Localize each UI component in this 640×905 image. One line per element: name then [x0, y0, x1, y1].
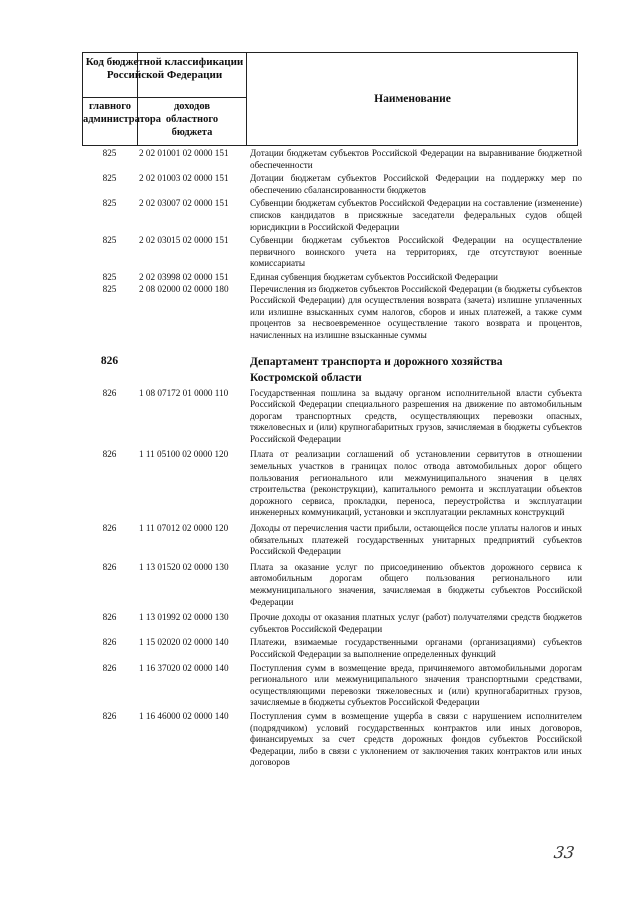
income-code: 1 16 46000 02 0000 140 [139, 710, 229, 721]
admin-code: 825 [102, 271, 117, 282]
page-number: 33 [552, 843, 576, 862]
table-row [82, 663, 582, 709]
header-divider [83, 97, 246, 98]
income-name: Субвенции бюджетам субъектов Российской Федерации на осуществление первичного воинского учета на территориях, где отсутствуют военные комиссариаты [250, 235, 582, 269]
admin-code: 826 [102, 612, 117, 623]
income-code: 2 02 01001 02 0000 151 [139, 148, 229, 158]
admin-code: 826 [102, 561, 117, 572]
income-name: Единая субвенция бюджетам субъектов Российской Федерации [250, 271, 498, 282]
department-title-line: Департамент транспорта и дорожного хозяйства [250, 355, 503, 368]
income-name: Прочие доходы от оказания платных услуг (работ) получателями средств бюджетов субъектов Российской Федерации [250, 612, 582, 634]
header-col-name: Наименование [374, 93, 451, 105]
income-code: 2 02 01003 02 0000 151 [139, 173, 229, 184]
income-code: 1 13 01992 02 0000 130 [139, 612, 229, 623]
income-code: 1 08 07172 01 0000 110 [139, 387, 229, 398]
table-row [82, 198, 582, 233]
income-name: Дотации бюджетам субъектов Российской Федерации на поддержку мер по обеспечению сбалансированности бюджетов [250, 173, 582, 195]
admin-code: 826 [102, 662, 117, 673]
admin-code: 825 [102, 283, 117, 294]
income-code: 1 11 07012 02 0000 120 [139, 523, 229, 534]
table-row [82, 272, 582, 284]
income-name: Субвенции бюджетам субъектов Российской Федерации на составление (изменение) списков кандидатов в присяжные заседатели федеральных судов общей юрисдикции в Российской Федерации [250, 198, 582, 232]
income-code: 2 08 02000 02 0000 180 [139, 283, 229, 294]
income-code: 2 02 03007 02 0000 151 [139, 198, 229, 209]
header-code-title: Код бюджетной классификации Российской Федерации [85, 56, 244, 81]
header-col-admin: главного администратора [83, 101, 161, 125]
table-row [82, 173, 582, 196]
income-code: 2 02 03998 02 0000 151 [139, 271, 229, 282]
table-header [82, 52, 578, 146]
header-col-income: доходов областного бюджета [165, 101, 219, 138]
table-row [82, 449, 582, 519]
income-name: Дотации бюджетам субъектов Российской Федерации на выравнивание бюджетной обеспеченности [250, 148, 582, 170]
income-name: Перечисления из бюджетов субъектов Российской Федерации (в бюджеты субъектов Российской Федерации) для осуществления возврата (зачета) излишне уплаченных или излишне взысканных сумм налогов, сборов и иных платежей, а также сумм процентов за несвоевременное осуществление такого возврата и процентов, начисленных на излишне взысканные суммы [250, 283, 582, 340]
table-row [82, 637, 582, 660]
income-name: Плата от реализации соглашений об установлении сервитутов в отношении земельных участков в границах полос отвода автомобильных дорог общего пользования регионального или межмуниципального значения в целях строительства (реконструкции), капитального ремонта и эксплуатации объектов дорожного сервиса, прокладки, переноса, переустройства и эксплуатации инженерных коммуникаций, установки и эксплуатации рекламных конструкций [250, 449, 582, 518]
admin-code: 825 [102, 235, 117, 246]
table-row [82, 562, 582, 608]
income-name: Платежи, взимаемые государственными органами (организациями) субъектов Российской Федерации за выполнение определенных функций [250, 637, 582, 659]
department-code: 826 [100, 354, 119, 367]
table-row [82, 235, 582, 270]
admin-code: 825 [102, 148, 117, 158]
income-code: 1 16 37020 02 0000 140 [139, 662, 229, 673]
admin-code: 826 [102, 637, 117, 648]
admin-code: 825 [102, 173, 117, 184]
admin-code: 826 [102, 710, 117, 721]
income-name: Поступления сумм в возмещение ущерба в связи с нарушением исполнителем (подрядчиком) условий государственных контрактов или иных договоров, финансируемых за счет средств дорожных фондов субъектов Российской Федерации, либо в связи с уклонением от заключения таких контрактов или иных договоров [250, 710, 582, 768]
admin-code: 826 [102, 387, 117, 398]
income-code: 1 15 02020 02 0000 140 [139, 637, 229, 648]
department-title-line: Костромской области [250, 371, 362, 384]
department-code-spacer [137, 354, 246, 386]
department-title [246, 354, 582, 386]
table-row [82, 284, 582, 342]
table-body [82, 148, 582, 769]
income-name: Поступления сумм в возмещение вреда, причиняемого автомобильными дорогам регионального или межмуниципального значения транспортными средствами, осуществляющими перевозки тяжеловесных и (или) крупногабаритных грузов, зачисляемые в бюджеты субъектов Российской Федерации [250, 662, 582, 708]
table-row [82, 388, 582, 446]
income-code: 2 02 03015 02 0000 151 [139, 235, 229, 246]
table-row [82, 523, 582, 558]
table-row [82, 612, 582, 635]
income-name: Плата за оказание услуг по присоединению объектов дорожного сервиса к автомобильным дорогам общего пользования регионального или межмуниципального значения, зачисляемая в бюджеты субъектов Российской Федерации [250, 561, 582, 607]
admin-code: 826 [102, 523, 117, 534]
admin-code: 825 [102, 198, 117, 209]
table-row [82, 711, 582, 769]
table-row [82, 148, 582, 171]
admin-code: 826 [102, 449, 117, 460]
income-code: 1 11 05100 02 0000 120 [139, 449, 229, 460]
income-code: 1 13 01520 02 0000 130 [139, 561, 229, 572]
department-heading [82, 354, 582, 386]
income-name: Доходы от перечисления части прибыли, остающейся после уплаты налогов и иных обязательных платежей государственных унитарных предприятий субъектов Российской Федерации [250, 523, 582, 557]
income-name: Государственная пошлина за выдачу органом исполнительной власти субъекта Российской Федерации специального разрешения на движение по автомобильным дорогам транспортных средств, осуществляющих перевозки опасных, тяжеловесных и (или) крупногабаритных грузов, зачисляемая в бюджеты субъектов Российской Федерации [250, 387, 582, 444]
